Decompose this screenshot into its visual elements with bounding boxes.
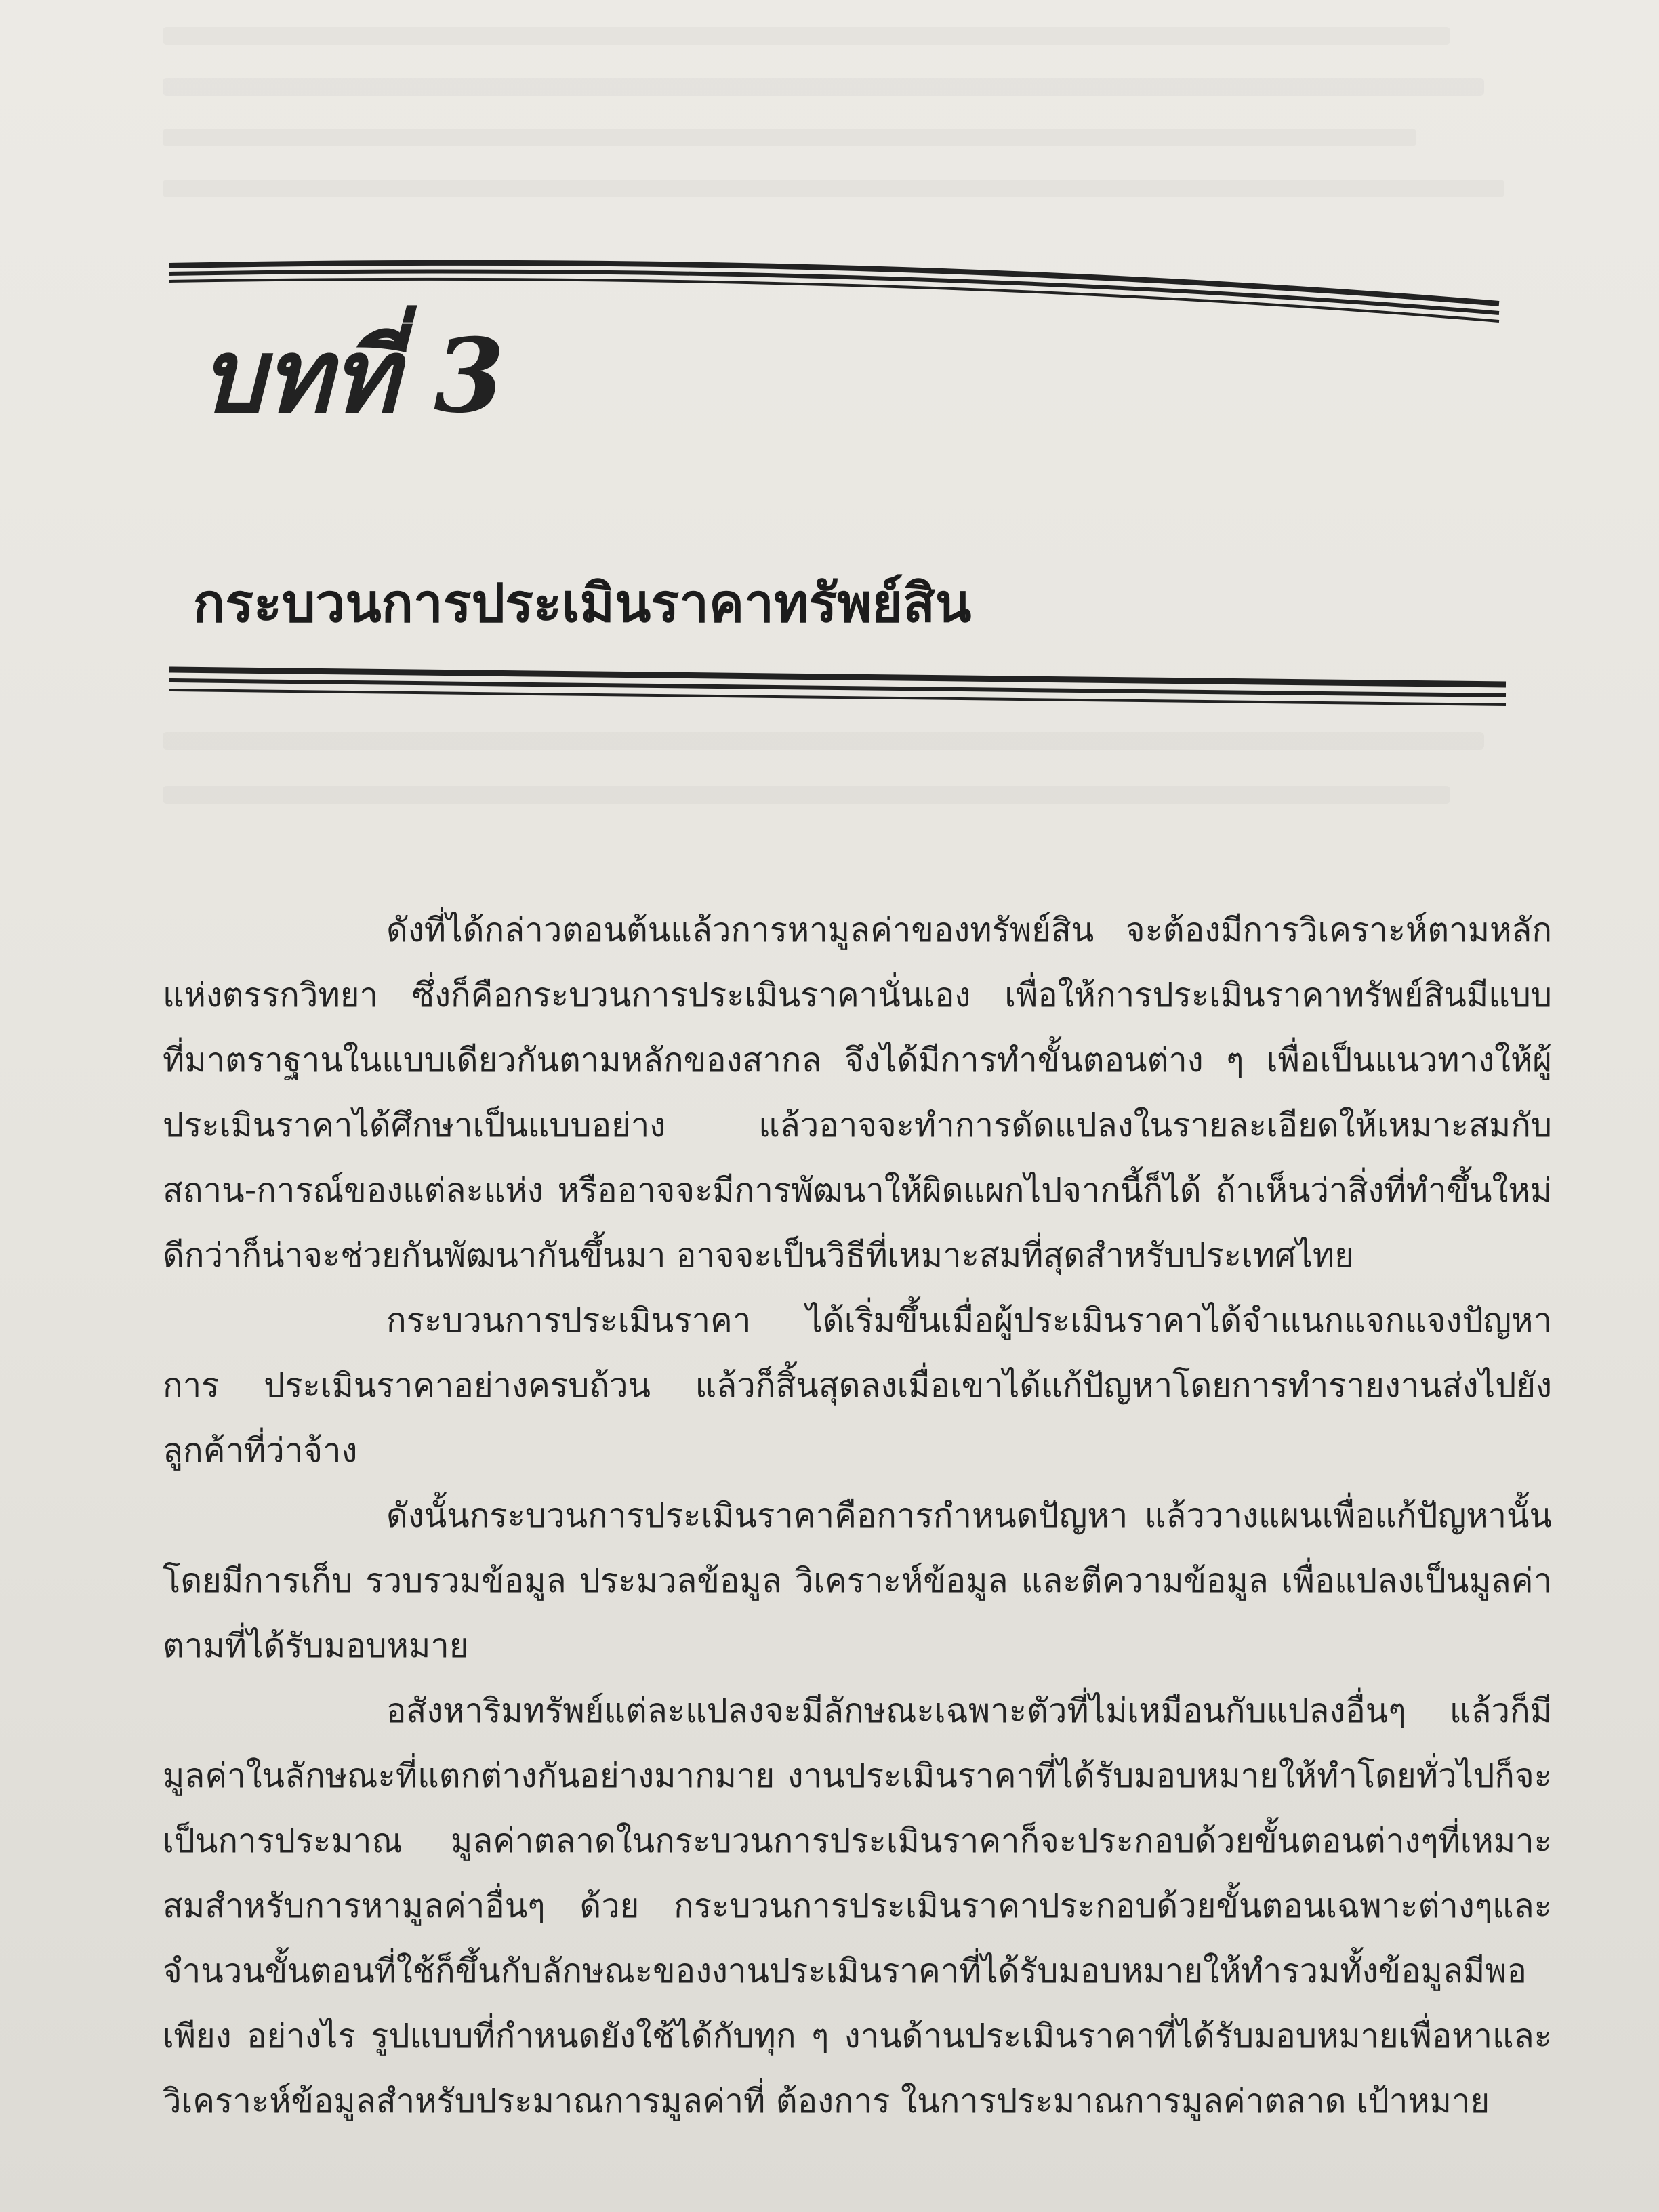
paragraph: ดังนั้นกระบวนการประเมินราคาคือการกำหนดปัญหา แล้ววางแผนเพื่อแก้ปัญหานั้นโดยมีการเก็บ รวบรวมข้อมูล ประมวลข้อมูล วิเคราะห์ข้อมูล และตีความข้อมูล เพื่อแปลงเป็นมูลค่าตามที่ได้รับมอบหมาย bbox=[163, 1496, 1552, 1665]
chapter-title: กระบวนการประเมินราคาทรัพย์สิน bbox=[193, 573, 972, 634]
paragraph: ดังที่ได้กล่าวตอนต้นแล้วการหามูลค่าของทรัพย์สิน จะต้องมีการวิเคราะห์ตามหลักแห่งตรรกวิทยา ซึ่งก็คือกระบวนการประเมินราคานั่นเอง เพื่อให้การประเมินราคาทรัพย์สินมีแบบที่มาตราฐานในแบบเดียวกันตามหลักของสากล จึงได้มีการทำขั้นตอนต่าง ๆ เพื่อเป็นแนวทางให้ผู้ประเมินราคาได้ศึกษาเป็นแบบอย่าง แล้วอาจจะทำการดัดแปลงในรายละเอียดให้เหมาะสมกับสถาน-การณ์ของแต่ละแห่ง หรืออาจจะมีการพัฒนาให้ผิดแผกไปจากนี้ก็ได้ ถ้าเห็นว่าสิ่งที่ทำขึ้นใหม่ดีกว่าก็น่าจะช่วยกันพัฒนากันขึ้นมา อาจจะเป็นวิธีที่เหมาะสมที่สุดสำหรับประเทศไทย bbox=[163, 911, 1552, 1275]
chapter-body bbox=[163, 898, 1552, 2134]
chapter-number: บทที่ 3 bbox=[200, 316, 505, 436]
paragraph: กระบวนการประเมินราคา ได้เริ่มขึ้นเมื่อผู้ประเมินราคาได้จำแนกแจกแจงปัญหาการ ประเมินราคาอย่างครบถ้วน แล้วก็สิ้นสุดลงเมื่อเขาได้แก้ปัญหาโดยการทำรายงานส่งไปยังลูกค้าที่ว่าจ้าง bbox=[163, 1301, 1552, 1470]
paragraph: อสังหาริมทรัพย์แต่ละแปลงจะมีลักษณะเฉพาะตัวที่ไม่เหมือนกับแปลงอื่นๆ แล้วก็มีมูลค่าในลักษณะที่แตกต่างกันอย่างมากมาย งานประเมินราคาที่ได้รับมอบหมายให้ทำโดยทั่วไปก็จะเป็นการประมาณ มูลค่าตลาดในกระบวนการประเมินราคาก็จะประกอบด้วยขั้นตอนต่างๆที่เหมาะสมสำหรับการหามูลค่าอื่นๆ ด้วย กระบวนการประเมินราคาประกอบด้วยขั้นตอนเฉพาะต่างๆและจำนวนขั้นตอนที่ใช้ก็ขึ้นกับลักษณะของงานประเมินราคาที่ได้รับมอบหมายให้ทำรวมทั้งข้อมูลมีพอเพียง อย่างไร รูปแบบที่กำหนดยังใช้ได้กับทุก ๆ งานด้านประเมินราคาที่ได้รับมอบหมายเพื่อหาและวิเคราะห์ข้อมูลสำหรับประมาณการมูลค่าที่ ต้องการ ในการประมาณการมูลค่าตลาด เป้าหมาย bbox=[163, 1692, 1552, 2121]
